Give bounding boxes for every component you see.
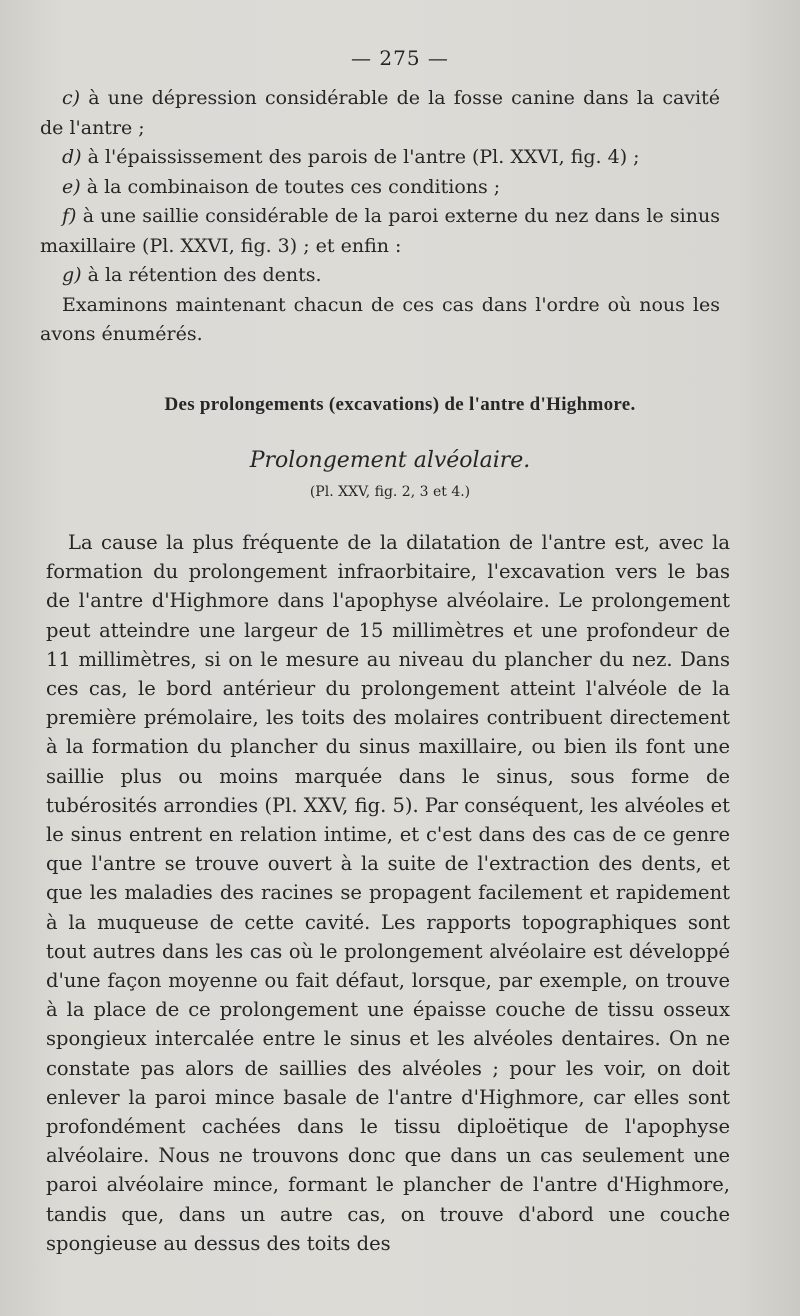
body-paragraph: La cause la plus fréquente de la dilatation de l'antre est, avec la formation du prolongement infraorbitaire, l'excavation vers le bas de l'antre d'Highmore dans l'apophyse alvéolaire. Le prolongement peut atteindre une largeur de 15 millimètres et une profondeur de 11 millimètres, si on le mesure au niveau du plancher du nez. Dans ces cas, le bord antérieur du prolongement atteint l'alvéole de la première prémolaire, les toits des molaires contribuent directement à la formation du plancher du sinus maxillaire, ou bien ils font une saillie plus ou moins marquée dans le sinus, sous forme de tubérosités arrondies (Pl. XXV, fig. 5). Par conséquent, les alvéoles et le sinus entrent en relation intime, et c'est dans des cas de ce genre que l'antre se trouve ouvert à la suite de l'extraction des dents, et que les maladies des racines se propagent facilement et rapidement à la muqueuse de cette cavité. Les rapports topographiques sont tout autres dans les cas où le prolongement alvéolaire est développé d'une façon moyenne ou fait défaut, lorsque, par exemple, on trouve à la place de ce prolongement une épaisse couche de tissu osseux spongieux intercalée entre le sinus et les alvéoles dentaires. On ne constate pas alors de saillies des alvéoles ; pour les voir, on doit enlever la paroi mince basale de l'antre d'Highmore, car elles sont profondément cachées dans le tissu diploëtique de l'apophyse alvéolaire. Nous ne trouvons donc que dans un cas seulement une paroi alvéolaire mince, formant le plancher de l'antre d'Highmore, tandis que, dans un autre cas, on trouve d'abord une couche spongieuse au dessus des toits des	[46, 531, 730, 1255]
section-subheading: Prolongement alvéolaire.	[249, 448, 531, 473]
list-item-f-text: à une saillie considérable de la paroi externe du nez dans le sinus maxillaire (Pl. XXVI, fig. 3) ; et enfin :	[40, 205, 720, 257]
list-item-c	[40, 84, 720, 143]
list-item-d-letter: d)	[62, 146, 82, 168]
page-number: — 275 —	[351, 46, 449, 70]
list-item-d-text: à l'épaississement des parois de l'antre (Pl. XXVI, fig. 4) ;	[81, 146, 640, 168]
list-closing-sentence: Examinons maintenant chacun de ces cas dans l'ordre où nous les avons énumérés.	[40, 293, 720, 345]
list-item-e	[40, 173, 720, 203]
list-item-e-text: à la combinaison de toutes ces conditions ;	[80, 175, 501, 198]
list-item-c-letter: c)	[62, 87, 81, 109]
list-item-f	[40, 202, 720, 261]
list-item-g-text: à la rétention des dents.	[81, 264, 322, 286]
plate-reference: (Pl. XXV, fig. 2, 3 et 4.)	[309, 484, 471, 500]
list-item-c-text: à une dépression considérable de la fosse canine dans la cavité de l'antre ;	[40, 87, 720, 139]
list-item-e-letter: e)	[62, 175, 81, 198]
list-item-d	[40, 143, 720, 173]
list-item-f-letter: f)	[62, 205, 77, 227]
list-item-g	[40, 261, 720, 291]
list-item-g-letter: g)	[62, 264, 82, 286]
section-heading: Des prolongements (excavations) de l'antre d'Highmore.	[164, 394, 636, 415]
enumeration-list	[40, 84, 720, 350]
